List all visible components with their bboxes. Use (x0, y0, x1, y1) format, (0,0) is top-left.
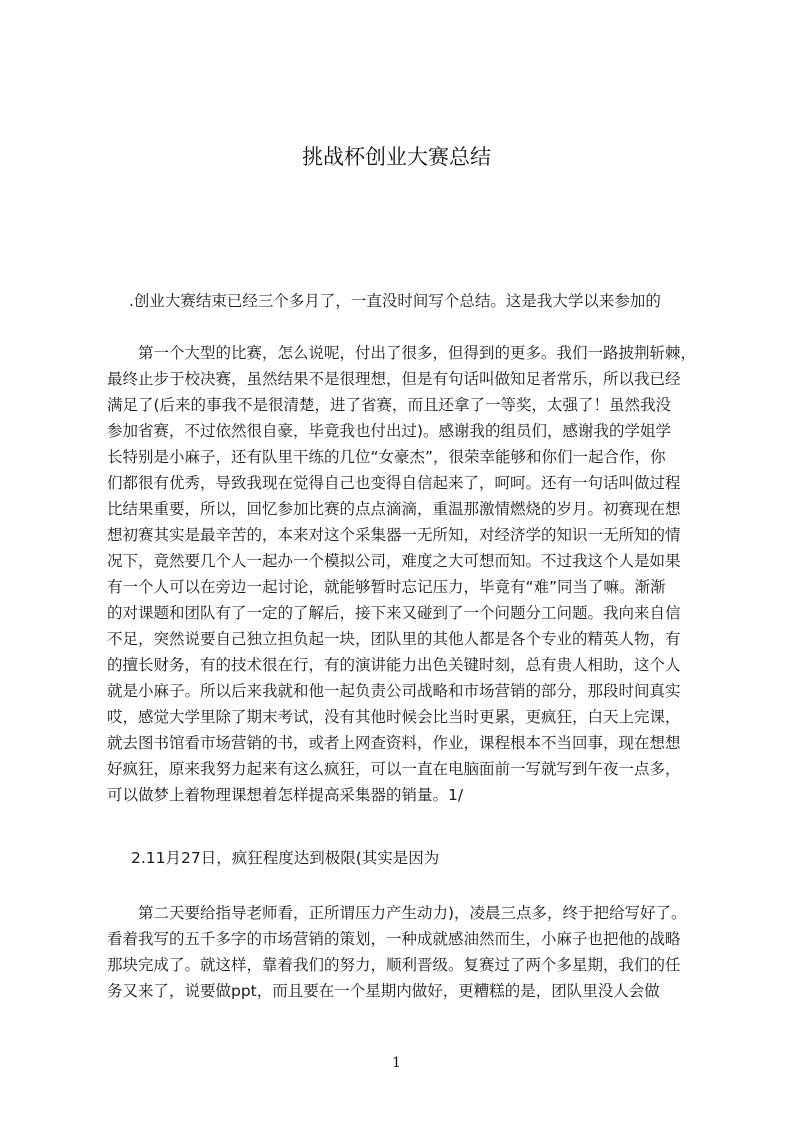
paragraph-line: 就是小麻子。所以后来我就和他一起负责公司战略和市场营销的部分，那段时间真实 (107, 682, 681, 700)
page-number: 1 (392, 1055, 401, 1071)
paragraph-line: 好疯狂，原来我努力起来有这么疯狂，可以一直在电脑面前一写就写到午夜一点多， (107, 760, 681, 778)
paragraph-line: 第二天要给指导老师看，正所谓压力产生动力)，凌晨三点多，终于把给写好了。 (138, 904, 687, 922)
paragraph-line: 最终止步于校决赛，虽然结果不是很理想，但是有句话叫做知足者常乐，所以我已经 (107, 370, 681, 388)
paragraph-line: 务又来了，说要做ppt，而且要在一个星期内做好，更糟糕的是，团队里没人会做 (107, 982, 660, 1000)
paragraph-line: 看着我写的五千多字的市场营销的策划，一种成就感油然而生，小麻子也把他的战略 (107, 930, 681, 948)
paragraph-line: 们都很有优秀，导致我现在觉得自己也变得自信起来了，呵呵。还有一句话叫做过程 (107, 474, 681, 492)
paragraph-line: 可以做梦上着物理课想着怎样提高采集器的销量。1/ (107, 786, 464, 804)
paragraph-line: 参加省赛，不过依然很自豪，毕竟我也付出过)。感谢我的组员们，感谢我的学姐学 (107, 422, 672, 440)
paragraph-line: 长特别是小麻子，还有队里干练的几位“女豪杰”，很荣幸能够和你们一起合作，你 (107, 448, 666, 466)
paragraph-line: 的擅长财务，有的技术很在行，有的演讲能力出色关键时刻，总有贵人相助，这个人 (107, 656, 681, 674)
paragraph-line: 那块完成了。就这样，靠着我们的努力，顺利晋级。复赛过了两个多星期，我们的任 (107, 956, 681, 974)
paragraph-line: 有一个人可以在旁边一起讨论，就能够暂时忘记压力，毕竟有“难”同当了嘛。渐渐 (107, 578, 666, 596)
paragraph-line: 比结果重要，所以，回忆参加比赛的点点滴滴，重温那激情燃烧的岁月。初赛现在想 (107, 500, 681, 518)
intro-line: .创业大赛结束已经三个多月了，一直没时间写个总结。这是我大学以来参加的 (129, 292, 661, 310)
paragraph-line: 的对课题和团队有了一定的了解后，接下来又碰到了一个问题分工问题。我向来自信 (107, 604, 681, 622)
section-heading: 2.11月27日，疯狂程度达到极限(其实是因为 (131, 849, 440, 867)
paragraph-line: 第一个大型的比赛，怎么说呢，付出了很多，但得到的更多。我们一路披荆斩棘， (138, 344, 697, 362)
paragraph-line: 满足了(后来的事我不是很清楚，进了省赛，而且还拿了一等奖，太强了！虽然我没 (107, 396, 672, 414)
paragraph-line: 就去图书馆看市场营销的书，或者上网查资料，作业，课程根本不当回事，现在想想 (107, 734, 681, 752)
document-title: 挑战杯创业大赛总结 (302, 145, 491, 169)
paragraph-line: 哎，感觉大学里除了期末考试，没有其他时候会比当时更累，更疯狂，白天上完课， (107, 708, 681, 726)
paragraph-line: 不足，突然说要自己独立担负起一块，团队里的其他人都是各个专业的精英人物，有 (107, 630, 681, 648)
paragraph-line: 况下，竟然要几个人一起办一个模拟公司，难度之大可想而知。不过我这个人是如果 (107, 552, 681, 570)
paragraph-line: 想初赛其实是最辛苦的，本来对这个采集器一无所知，对经济学的知识一无所知的情 (107, 526, 681, 544)
